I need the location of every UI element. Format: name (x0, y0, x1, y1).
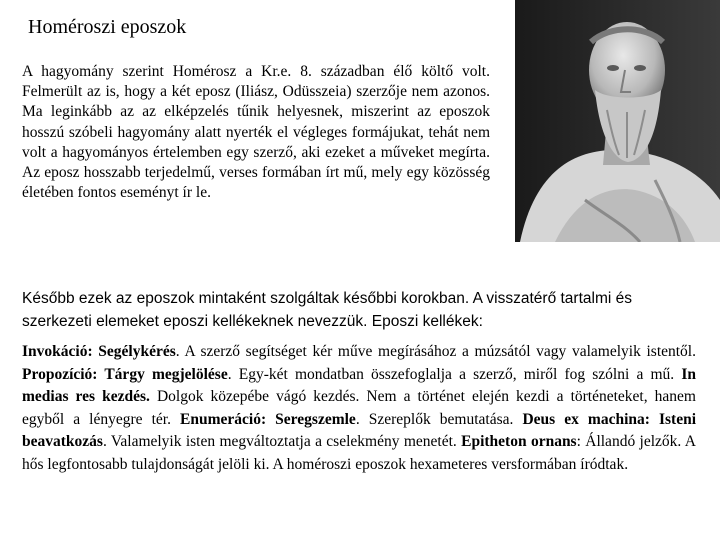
term-in-medias-res: In medias res kezdés. (22, 365, 696, 406)
text-propositio: . Egy-két mondatban összefoglalja a szerző, miről fog szólni a mű. (227, 365, 682, 383)
text-deus-ex-machina: . Valamelyik isten megváltoztatja a cselekmény menetét. (102, 433, 462, 451)
page-title: Homéroszi eposzok (28, 16, 187, 38)
homer-bust-image (515, 0, 720, 242)
epic-devices-paragraph (22, 341, 696, 477)
term-propositio: Propozíció: Tárgy megjelölése (22, 365, 228, 383)
text-epitheton-ornans: : Állandó jelzők. A hős legfontosabb tulajdonságát jelöli ki. A homéroszi eposzok hexameteres versformában íródtak. (22, 433, 696, 473)
text-invocatio: . A szerző segítséget kér műve megírásához a múzsától vagy valamelyik istentől. (175, 343, 696, 360)
later-paragraph: Később ezek az eposzok mintaként szolgáltak későbbi korokban. A visszatérő tartalmi és szerkezeti elemeket eposzi kellékeknek nevezzük. Eposzi kellékek: (22, 290, 632, 330)
term-deus-ex-machina: Deus ex machina: Isteni beavatkozás (22, 410, 696, 451)
term-enumeratio: Enumeráció: Seregszemle (180, 410, 356, 428)
term-epitheton-ornans: Epitheton ornans (461, 433, 577, 451)
intro-paragraph: A hagyomány szerint Homérosz a Kr.e. 8. században élő költő volt. Felmerült az is, hogy a két eposz (Iliász, Odüsszeia) szerzője nem azonos. Ma leginkább az az elképzelés tűnik helyesnek, miszerint az eposzok hosszú szóbeli hagyomány alatt nyerték el végleges formájukat, tehát nem volt a hagyományos értelemben egy szerző, aki ezeket a műveket megírta. Az eposz hosszabb terjedelmű, verses formában írt mű, mely egy közösség életében fontos eseményt ír le. (22, 63, 490, 202)
text-enumeratio: . Szereplők bemutatása. (355, 410, 523, 428)
term-invocatio: Invokáció: Segélykérés (22, 343, 176, 360)
text-in-medias-res: Dolgok közepébe vágó kezdés. Nem a történet elején kezdi a történeteket, hanem egyből a lényegre tér. (22, 388, 696, 428)
